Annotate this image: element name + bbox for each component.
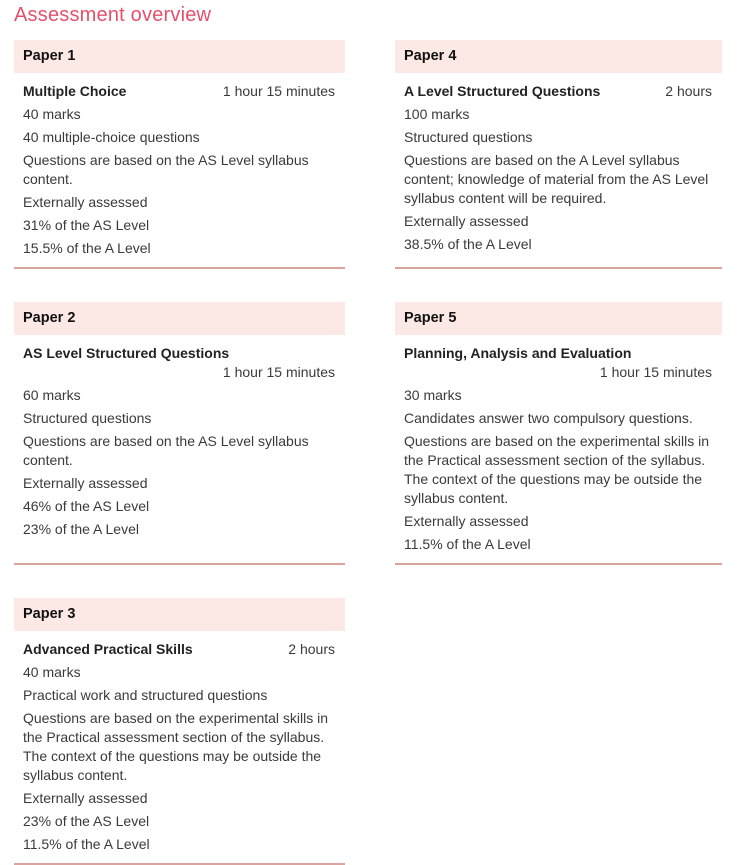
paper-1-card — [14, 40, 345, 269]
paper-2-assessment-type: Externally assessed — [23, 475, 148, 491]
paper-5-duration: 1 hour 15 minutes — [599, 364, 712, 380]
paper-2-card-header — [14, 302, 345, 335]
paper-5-a-level-weighting: 11.5% of the A Level — [404, 536, 531, 552]
paper-5-assessment-type: Externally assessed — [404, 513, 529, 529]
paper-5-title-row — [404, 344, 712, 382]
paper-1-duration: 1 hour 15 minutes — [222, 83, 335, 99]
paper-1-as-level-weighting: 31% of the AS Level — [23, 217, 150, 233]
paper-1-card-header — [14, 40, 345, 73]
paper-1-card-body — [14, 73, 345, 267]
paper-4-title-row — [404, 82, 712, 101]
paper-5-name: Planning, Analysis and Evaluation — [404, 345, 632, 361]
paper-1-assessment-type: Externally assessed — [23, 194, 148, 210]
paper-4-header-label: Paper 4 — [404, 48, 457, 64]
paper-4-a-level-weighting: 38.5% of the A Level — [404, 236, 532, 252]
paper-3-card-body — [14, 631, 345, 863]
paper-3-header-label: Paper 3 — [23, 606, 76, 622]
paper-3-description: Questions are based on the experimental skills in the Practical assessment section of the syllabus. The context of the questions may be outside the syllabus content. — [23, 710, 329, 783]
paper-4-description: Questions are based on the A Level syllabus content; knowledge of material from the AS Level syllabus content will be required. — [404, 152, 709, 206]
paper-3-duration: 2 hours — [288, 641, 335, 657]
paper-3-name: Advanced Practical Skills — [23, 641, 193, 657]
paper-5-marks: 30 marks — [404, 387, 462, 403]
paper-5-header-label: Paper 5 — [404, 310, 457, 326]
paper-4-card-body — [395, 73, 722, 267]
paper-2-title-row — [23, 344, 335, 382]
paper-4-format: Structured questions — [404, 129, 533, 145]
paper-2-description: Questions are based on the AS Level syllabus content. — [23, 433, 309, 468]
paper-3-format: Practical work and structured questions — [23, 687, 268, 703]
paper-1-marks: 40 marks — [23, 106, 81, 122]
paper-2-header-label: Paper 2 — [23, 310, 76, 326]
paper-2-format: Structured questions — [23, 410, 152, 426]
paper-2-marks: 60 marks — [23, 387, 81, 403]
paper-1-format: 40 multiple-choice questions — [23, 129, 200, 145]
paper-4-card-header — [395, 40, 722, 73]
paper-4-duration: 2 hours — [665, 83, 712, 99]
papers-grid — [14, 40, 722, 865]
paper-5-format: Candidates answer two compulsory questions. — [404, 410, 693, 426]
page-title: Assessment overview — [14, 4, 212, 26]
paper-3-a-level-weighting: 11.5% of the A Level — [23, 836, 150, 852]
paper-5-description: Questions are based on the experimental skills in the Practical assessment section of the syllabus. The context of the questions may be outside the syllabus content. — [404, 433, 710, 506]
paper-1-description: Questions are based on the AS Level syllabus content. — [23, 152, 309, 187]
paper-2-duration: 1 hour 15 minutes — [222, 364, 335, 380]
paper-3-card — [14, 598, 345, 865]
paper-3-as-level-weighting: 23% of the AS Level — [23, 813, 150, 829]
paper-2-as-level-weighting: 46% of the AS Level — [23, 498, 150, 514]
paper-2-name: AS Level Structured Questions — [23, 345, 230, 361]
paper-4-name: A Level Structured Questions — [404, 83, 601, 99]
paper-2-card-body — [14, 335, 345, 563]
paper-1-header-label: Paper 1 — [23, 48, 76, 64]
paper-5-card-header — [395, 302, 722, 335]
paper-5-card — [395, 302, 722, 565]
paper-2-card — [14, 302, 345, 565]
paper-3-marks: 40 marks — [23, 664, 81, 680]
paper-3-card-header — [14, 598, 345, 631]
paper-4-card — [395, 40, 722, 269]
paper-1-title-row — [23, 82, 335, 101]
paper-4-assessment-type: Externally assessed — [404, 213, 529, 229]
paper-3-assessment-type: Externally assessed — [23, 790, 148, 806]
paper-1-name: Multiple Choice — [23, 83, 127, 99]
paper-1-a-level-weighting: 15.5% of the A Level — [23, 240, 151, 256]
paper-2-a-level-weighting: 23% of the A Level — [23, 521, 139, 537]
paper-5-card-body — [395, 335, 722, 563]
paper-3-title-row — [23, 640, 335, 659]
paper-4-marks: 100 marks — [404, 106, 470, 122]
